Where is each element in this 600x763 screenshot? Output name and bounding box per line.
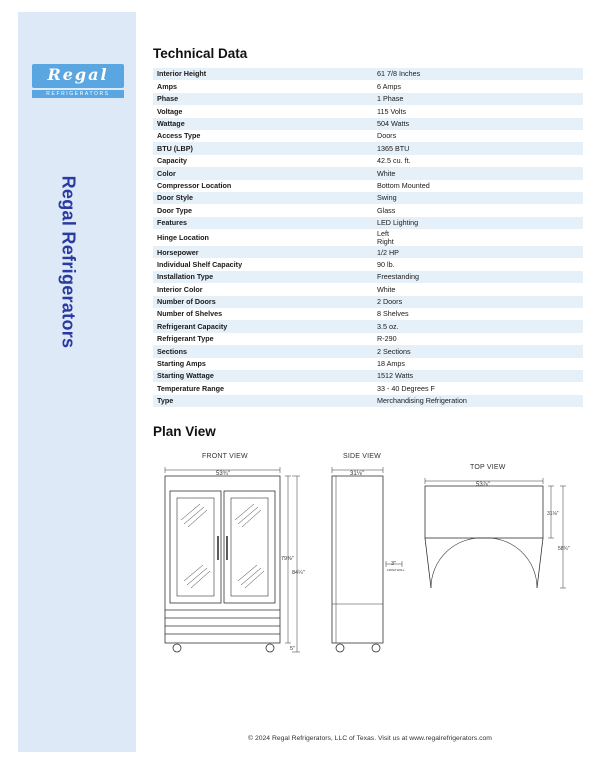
spec-label: Temperature Range <box>157 383 224 393</box>
spec-row <box>153 395 583 407</box>
spec-value: Doors <box>377 131 397 141</box>
spec-label: Type <box>153 395 373 407</box>
technical-data-heading: Technical Data <box>153 46 248 61</box>
spec-value: 2 Sections <box>373 345 583 357</box>
spec-value: 18 Amps <box>377 359 405 369</box>
spec-label: Door Style <box>153 192 373 204</box>
spec-row <box>153 229 583 246</box>
spec-label: Capacity <box>157 156 187 166</box>
spec-value: 8 Shelves <box>377 309 409 319</box>
sidebar-title: Regal Refrigerators <box>58 175 79 349</box>
technical-drawing <box>150 448 590 663</box>
top-open-depth-dim: 58¾" <box>558 546 570 552</box>
spec-value: 1512 Watts <box>373 370 583 382</box>
spec-row <box>153 308 583 320</box>
spec-row <box>153 382 583 394</box>
spec-label: Individual Shelf Capacity <box>157 259 243 269</box>
spec-table <box>153 68 583 407</box>
spec-row <box>153 333 583 345</box>
logo-text: Regal <box>47 65 109 84</box>
spec-row <box>153 155 583 167</box>
spec-label: Starting Amps <box>157 359 206 369</box>
spec-label: Horsepower <box>153 246 373 258</box>
front-leg-dim: 5" <box>290 646 296 652</box>
front-width-dim: 53¾" <box>216 471 230 477</box>
spec-value: R-290 <box>377 334 397 344</box>
spec-label: Amps <box>157 81 177 91</box>
spec-label: Hinge Location <box>157 232 209 242</box>
spec-row <box>153 180 583 192</box>
spec-row <box>153 271 583 283</box>
footer: © 2024 Regal Refrigerators, LLC of Texas. Visit us at www.regalrefrigerators.com <box>248 735 492 742</box>
spec-label: Voltage <box>157 106 183 116</box>
logo-subtitle: REFRIGERATORS <box>32 90 124 98</box>
spec-row <box>153 258 583 270</box>
front-total-height-dim: 84¼" <box>292 570 305 576</box>
spec-label: Interior Color <box>157 284 203 294</box>
spec-value: White <box>377 284 396 294</box>
spec-label: Access Type <box>157 131 201 141</box>
spec-row <box>153 204 583 216</box>
top-width-dim: 53⅞" <box>476 482 490 488</box>
sidebar <box>18 12 136 752</box>
spec-value <box>373 229 583 246</box>
spec-row <box>153 130 583 142</box>
spec-row <box>153 246 583 258</box>
spec-label: Sections <box>153 345 373 357</box>
spec-value: Merchandising Refrigeration <box>373 395 583 407</box>
spec-value-line: Right <box>377 236 394 246</box>
spec-row <box>153 358 583 370</box>
front-view-label: FRONT VIEW <box>202 453 248 460</box>
spec-label: Number of Doors <box>153 296 373 308</box>
spec-row <box>153 80 583 92</box>
spec-value: 1/2 HP <box>373 246 583 258</box>
plan-view-heading: Plan View <box>153 424 216 439</box>
spec-value: 33 - 40 Degrees F <box>377 383 435 393</box>
spec-row <box>153 217 583 229</box>
spec-row <box>153 68 583 80</box>
spec-label: Color <box>153 167 373 179</box>
top-depth-dim: 31⅛" <box>547 511 559 517</box>
spec-label: Refrigerant Type <box>157 334 214 344</box>
spec-row <box>153 320 583 332</box>
side-clearance-dim: 3" <box>391 561 397 567</box>
spec-row <box>153 370 583 382</box>
spec-label: Refrigerant Capacity <box>153 320 373 332</box>
spec-row <box>153 142 583 154</box>
spec-row <box>153 167 583 179</box>
spec-value: 115 Volts <box>377 106 407 116</box>
spec-value: Bottom Mounted <box>377 180 430 190</box>
spec-label: Number of Shelves <box>157 309 223 319</box>
spec-label: Starting Wattage <box>153 370 373 382</box>
spec-label: Interior Height <box>153 68 373 80</box>
spec-value-line: Left <box>377 229 389 239</box>
spec-value: 6 Amps <box>377 81 401 91</box>
spec-value: 2 Doors <box>373 296 583 308</box>
spec-label: Installation Type <box>153 271 373 283</box>
plan-view-drawing <box>150 448 590 663</box>
spec-value: White <box>373 167 583 179</box>
spec-row <box>153 296 583 308</box>
spec-value: LED Lighting <box>373 217 583 229</box>
spec-value: 61 7/8 Inches <box>373 68 583 80</box>
spec-value: 42.5 cu. ft. <box>377 156 411 166</box>
spec-row <box>153 192 583 204</box>
spec-row <box>153 118 583 130</box>
spec-row <box>153 345 583 357</box>
spec-value: 3.5 oz. <box>373 320 583 332</box>
spec-label: Features <box>153 217 373 229</box>
spec-label: Compressor Location <box>157 180 232 190</box>
front-body-height-dim: 79⅜" <box>281 556 294 562</box>
spec-value: Swing <box>373 192 583 204</box>
spec-row <box>153 283 583 295</box>
side-width-dim: 31⅛" <box>350 471 364 477</box>
spec-label: Door Type <box>157 205 193 215</box>
spec-value: 1 Phase <box>373 93 583 105</box>
spec-value: Glass <box>377 205 396 215</box>
spec-value: 90 lb. <box>377 259 395 269</box>
top-view-label: TOP VIEW <box>470 464 506 471</box>
spec-value: 504 Watts <box>373 118 583 130</box>
spec-label: Phase <box>153 93 373 105</box>
brand-logo <box>32 64 124 98</box>
side-clearance-note: FROM WALL <box>387 568 405 572</box>
spec-value: Freestanding <box>373 271 583 283</box>
spec-row <box>153 105 583 117</box>
spec-label: Wattage <box>153 118 373 130</box>
spec-label: BTU (LBP) <box>153 142 373 154</box>
spec-row <box>153 93 583 105</box>
side-view-label: SIDE VIEW <box>343 453 381 460</box>
spec-value: 1365 BTU <box>373 142 583 154</box>
